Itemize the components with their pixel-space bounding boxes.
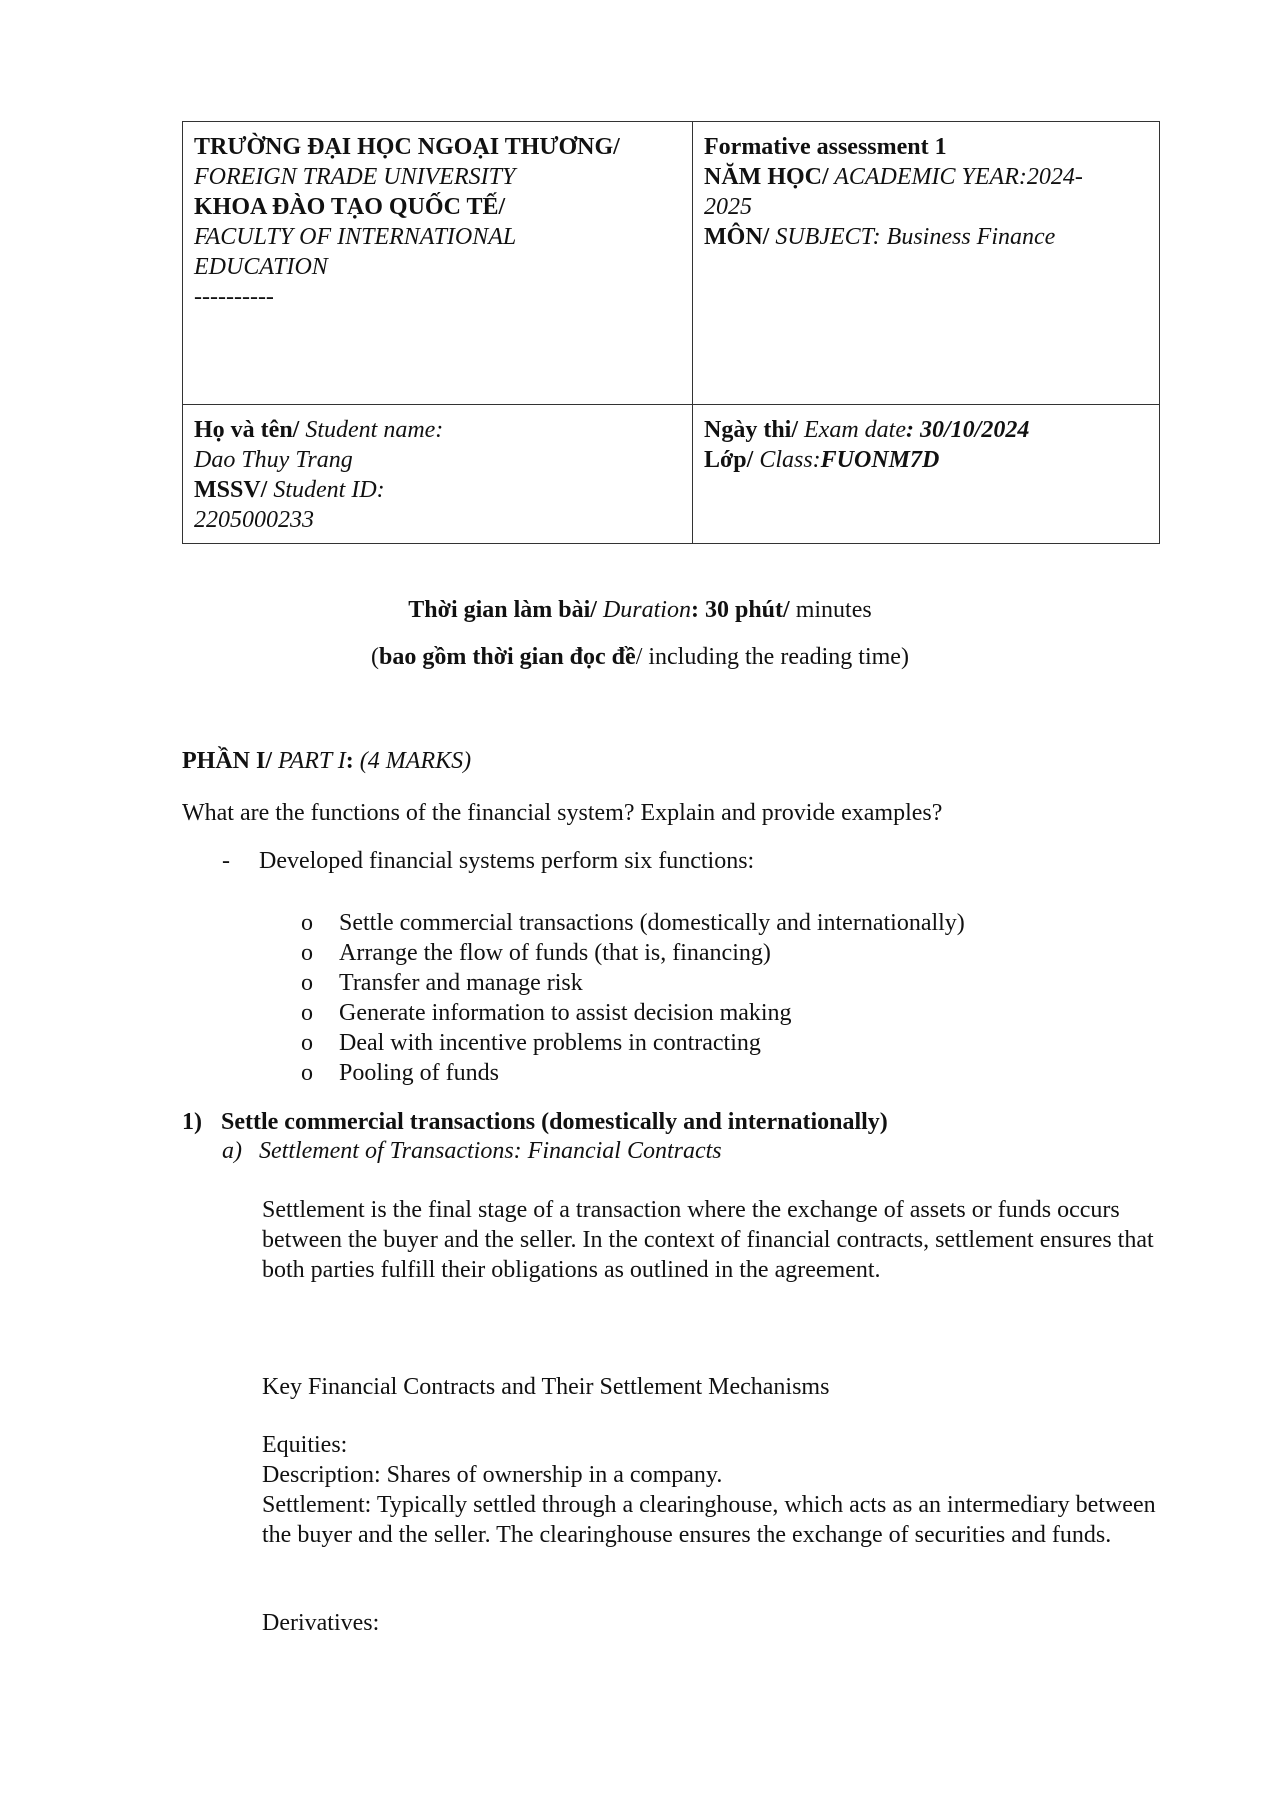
year-value-cont: 2025 <box>704 194 752 220</box>
exam-date-label: Ngày thi/ <box>704 417 799 443</box>
faculty-name-en-1: FACULTY OF INTERNATIONAL <box>194 224 517 250</box>
section1-number-text: 1) <box>182 1109 202 1135</box>
bullet-marker: o <box>301 940 313 966</box>
part1-label: PHẦN I/ <box>182 748 272 774</box>
functions-list <box>301 908 965 1088</box>
faculty-name-en-2: EDUCATION <box>194 254 328 280</box>
student-name-label-en: Student name: <box>299 417 444 443</box>
header-cell-institution <box>183 122 693 405</box>
student-name-value: Dao Thuy Trang <box>194 447 353 473</box>
duration-note-bold: bao gồm thời gian đọc đề <box>379 644 636 670</box>
part1-question: What are the functions of the financial system? Explain and provide examples? <box>182 800 943 826</box>
duration-label-en: Duration <box>596 597 691 623</box>
student-id-label: MSSV/ <box>194 477 268 503</box>
bullet-marker: o <box>301 970 313 996</box>
dash-bullet: - <box>222 848 230 874</box>
function-item-label: Settle commercial transactions (domestically and internationally) <box>339 910 965 936</box>
faculty-name-vn: KHOA ĐÀO TẠO QUỐC TẾ/ <box>194 194 506 220</box>
part1-heading <box>182 746 471 776</box>
section1-number <box>182 1107 202 1137</box>
exam-date-value: : 30/10/2024 <box>905 417 1030 443</box>
class-label: Lớp/ <box>704 447 754 473</box>
function-item-label: Pooling of funds <box>339 1060 500 1086</box>
duration-value: : 30 phút/ <box>690 597 790 623</box>
equities-description: Description: Shares of ownership in a company. <box>262 1462 723 1488</box>
section1-heading-text: Settle commercial transactions (domestically and internationally) <box>221 1109 888 1135</box>
header-cell-exam <box>693 405 1160 544</box>
student-id-label-en: Student ID: <box>267 477 385 503</box>
year-label: NĂM HỌC/ <box>704 164 829 190</box>
duration-unit-en: minutes <box>789 597 872 623</box>
derivatives-title: Derivatives: <box>262 1610 380 1636</box>
header-table <box>182 121 1160 544</box>
subsection-heading-text: Settlement of Transactions: Financial Contracts <box>259 1138 722 1164</box>
bullet-marker: o <box>301 910 313 936</box>
bullet-marker: o <box>301 1060 313 1086</box>
student-name-label: Họ và tên/ <box>194 417 300 443</box>
subsection-letter <box>222 1136 242 1166</box>
section1-heading <box>221 1107 888 1137</box>
list-item <box>301 1058 965 1088</box>
part1-colon: : <box>345 748 354 774</box>
duration-note-rest: / including the reading time) <box>635 644 909 670</box>
school-name-vn: TRƯỜNG ĐẠI HỌC NGOẠI THƯƠNG/ <box>194 134 620 160</box>
assessment-title: Formative assessment 1 <box>704 134 947 160</box>
duration-label: Thời gian làm bài/ <box>408 597 597 623</box>
part1-label-en: PART I <box>272 748 346 774</box>
subsection-letter-text: a) <box>222 1138 242 1164</box>
list-item <box>301 998 965 1028</box>
function-item-label: Deal with incentive problems in contracting <box>339 1030 761 1056</box>
equities-title: Equities: <box>262 1432 348 1458</box>
exam-date-label-en: Exam date <box>798 417 906 443</box>
bullet-marker: o <box>301 1030 313 1056</box>
subsection-heading <box>259 1136 722 1166</box>
school-name-en: FOREIGN TRADE UNIVERSITY <box>194 164 516 190</box>
subject-label: MÔN/ <box>704 224 770 250</box>
list-item <box>301 908 965 938</box>
class-value: FUONM7D <box>820 447 940 473</box>
duration-note <box>0 642 1280 672</box>
function-item-label: Arrange the flow of funds (that is, financing) <box>339 940 771 966</box>
function-item-label: Generate information to assist decision making <box>339 1000 792 1026</box>
student-id-value: 2205000233 <box>194 507 314 533</box>
duration-line <box>0 595 1280 625</box>
subject-value: SUBJECT: Business Finance <box>769 224 1056 250</box>
list-item <box>301 938 965 968</box>
list-item <box>301 968 965 998</box>
list-item <box>301 1028 965 1058</box>
class-label-en: Class: <box>753 447 821 473</box>
equities-settlement: Settlement: Typically settled through a clearinghouse, which acts as an intermediary between the buyer and the seller. The clearinghouse ensures the exchange of securities and funds. <box>262 1492 1156 1548</box>
part1-marks: (4 MARKS) <box>353 748 472 774</box>
header-cell-assessment <box>693 122 1160 405</box>
year-value: ACADEMIC YEAR:2024- <box>828 164 1083 190</box>
functions-intro: Developed financial systems perform six functions: <box>259 848 755 874</box>
settlement-paragraph: Settlement is the final stage of a transaction where the exchange of assets or funds occurs between the buyer and the seller. In the context of financial contracts, settlement ensures that both parties fulfill their obligations as outlined in the agreement. <box>262 1197 1154 1283</box>
key-contracts-heading: Key Financial Contracts and Their Settlement Mechanisms <box>262 1374 830 1400</box>
duration-note-open: ( <box>371 644 380 670</box>
header-cell-student <box>183 405 693 544</box>
header-divider: ---------- <box>194 284 274 310</box>
bullet-marker: o <box>301 1000 313 1026</box>
function-item-label: Transfer and manage risk <box>339 970 583 996</box>
